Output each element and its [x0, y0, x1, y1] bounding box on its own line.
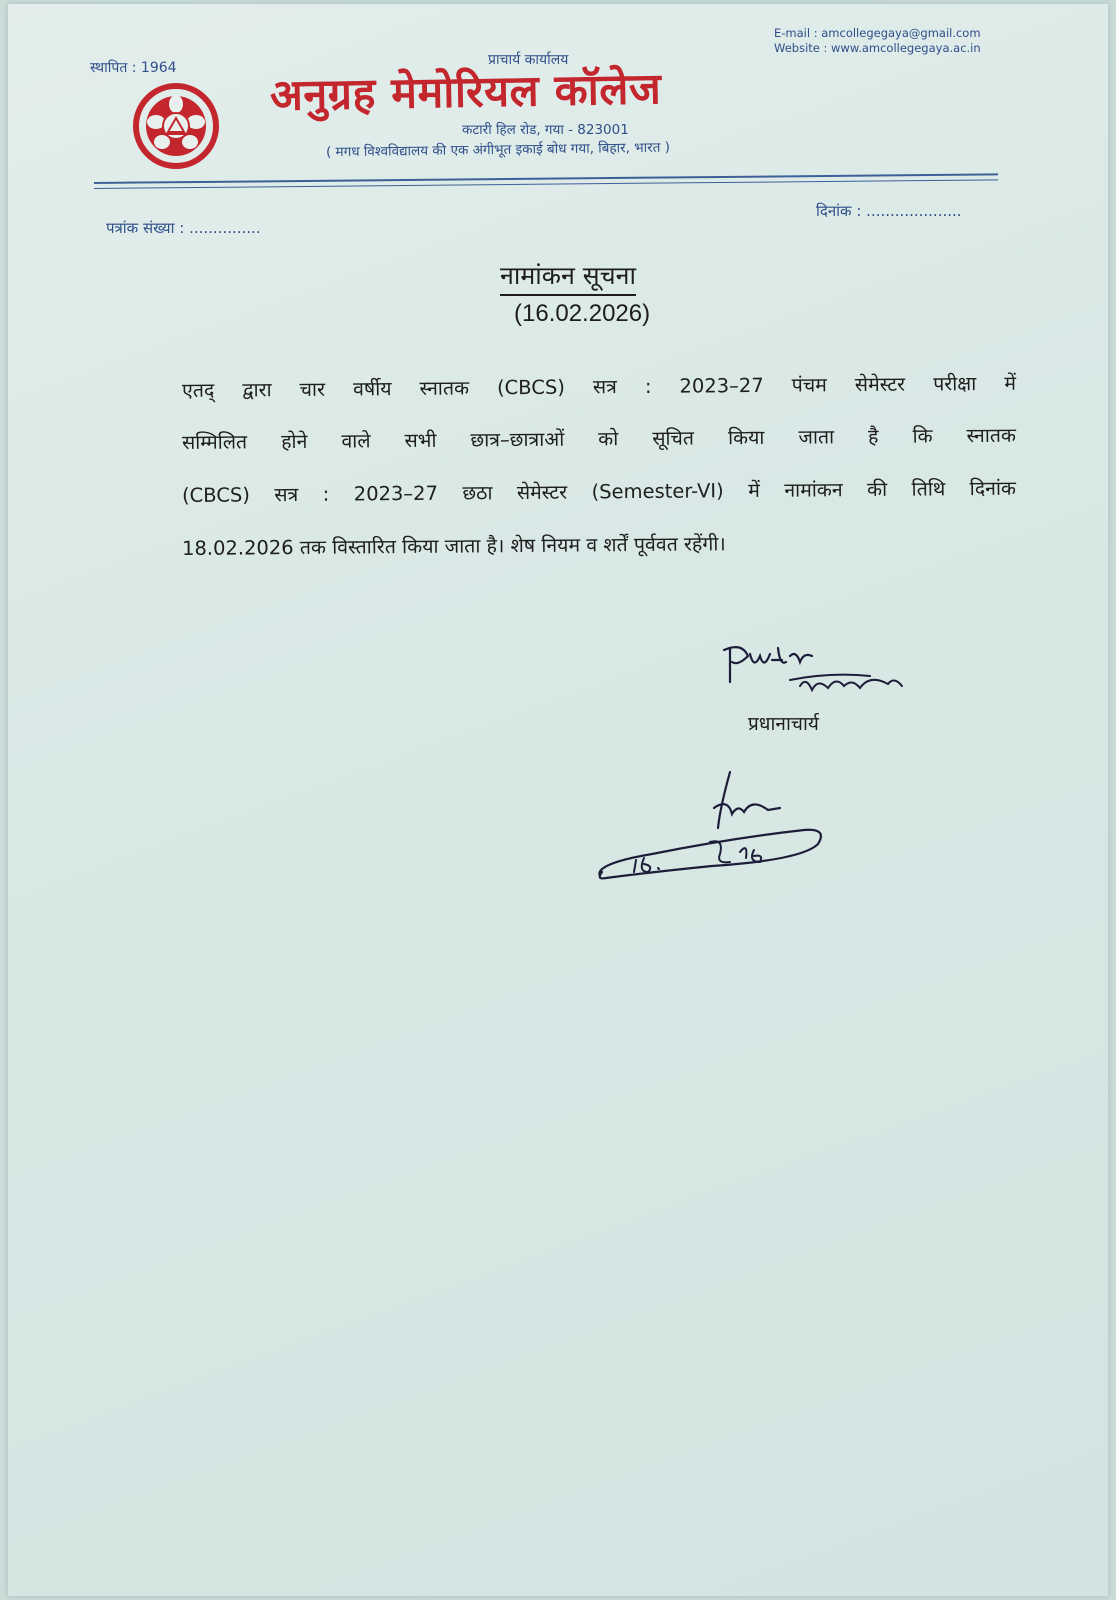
- reference-number: पत्रांक संख्या : ...............: [106, 219, 261, 237]
- founded-year: स्थापित : 1964: [90, 60, 177, 76]
- college-seal-icon: [132, 82, 220, 170]
- letter-sheet: [8, 4, 1108, 1596]
- endorsement-signature: [592, 768, 832, 888]
- notice-body-line: 18.02.2026 तक विस्तारित किया जाता है। शेष नियम व शर्तें पूर्ववत रहेंगी।: [181, 532, 726, 560]
- notice-body-line: (CBCS) सत्र : 2023–27 छठा सेमेस्टर (Semester-VI) में नामांकन की तिथि दिनांक: [181, 476, 1017, 507]
- website-text: Website : www.amcollegegaya.ac.in: [774, 41, 981, 55]
- notice-date: (16.02.2026): [514, 300, 651, 327]
- college-address: कटारी हिल रोड, गया - 823001: [462, 122, 629, 138]
- date-field: दिनांक : ....................: [816, 202, 962, 220]
- notice-title: नामांकन सूचना: [500, 258, 636, 296]
- notice-body-line: एतद् द्वारा चार वर्षीय स्नातक (CBCS) सत्र : 2023–27 पंचम सेमेस्टर परीक्षा में: [181, 371, 1017, 402]
- principal-signature: [720, 636, 910, 716]
- office-label: प्राचार्य कार्यालय: [488, 52, 569, 68]
- notice-body-line: सम्मिलित होने वाले सभी छात्र–छात्राओं को सूचित किया जाता है कि स्नातक: [181, 423, 1017, 454]
- college-name: अनुग्रह मेमोरियल कॉलेज: [269, 64, 662, 121]
- university-affiliation: ( मगध विश्वविद्यालय की एक अंगीभूत इकाई बोध गया, बिहार, भारत ): [325, 139, 671, 161]
- email-text: E-mail : amcollegegaya@gmail.com: [774, 26, 981, 40]
- header-rule-top: [94, 173, 998, 184]
- principal-designation: प्रधानाचार्य: [748, 713, 819, 735]
- contact-info: [774, 26, 981, 56]
